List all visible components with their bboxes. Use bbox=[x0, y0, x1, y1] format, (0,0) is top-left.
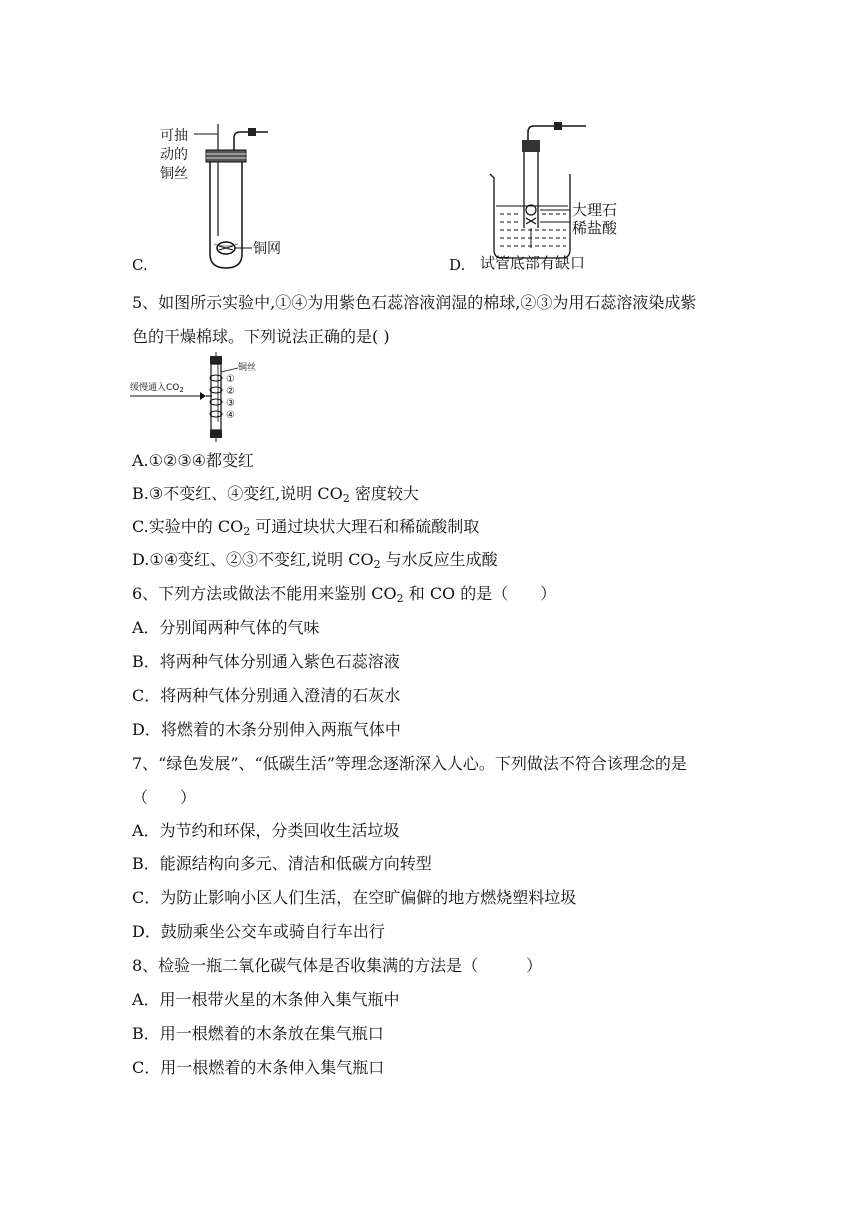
q6-stem: 6、下列方法或做法不能用来鉴别 $CO_2$ 和 CO 的是（ ） bbox=[132, 584, 557, 605]
label-wire-2: 动的 bbox=[160, 147, 188, 163]
q8-option-b: B．用一根燃着的木条放在集气瓶口 bbox=[132, 1024, 384, 1043]
label-acid: 稀盐酸 bbox=[572, 219, 618, 237]
q6-option-c: C．将两种气体分别通入澄清的石灰水 bbox=[132, 686, 401, 705]
q7-option-c: C．为防止影响小区人们生活，在空旷偏僻的地方燃烧塑料垃圾 bbox=[132, 888, 577, 907]
label-tube-bottom: 试管底部有缺口 bbox=[480, 254, 586, 272]
q5-option-d: D.①④变红、②③不变红,说明 $CO_2$ 与水反应生成酸 bbox=[132, 550, 498, 571]
svg-text:缓慢通入CO2 bbox=[130, 381, 184, 394]
label-wire-1: 可抽 bbox=[160, 128, 188, 144]
q7-stem-line-2: （ ） bbox=[132, 788, 197, 807]
q8-option-a: A．用一根带火星的木条伸入集气瓶中 bbox=[132, 990, 400, 1009]
q5-option-b: B.③不变红、④变红,说明 $CO_2$ 密度较大 bbox=[132, 484, 419, 505]
q5-ball-3: ③ bbox=[226, 398, 235, 409]
label-marble: 大理石 bbox=[572, 201, 618, 219]
q5-ball-1: ① bbox=[226, 374, 235, 385]
q5-option-c: C.实验中的 $CO_2$ 可通过块状大理石和稀硫酸制取 bbox=[132, 517, 480, 538]
q5-label-wire: 铜丝 bbox=[238, 363, 257, 373]
figure-c-apparatus bbox=[150, 118, 300, 278]
figure-d-letter: D. bbox=[449, 256, 466, 274]
q6-option-a: A．分别闻两种气体的气味 bbox=[132, 618, 320, 637]
q5-label-co2: 缓慢通入CO bbox=[130, 383, 180, 393]
q7-option-b: B．能源结构向多元、清洁和低碳方向转型 bbox=[132, 854, 432, 873]
figure-d-apparatus bbox=[470, 118, 650, 278]
figure-c-letter: C. bbox=[132, 256, 148, 274]
q7-stem-line-1: 7、“绿色发展”、“低碳生活”等理念逐渐深入人心。下列做法不符合该理念的是 bbox=[132, 754, 687, 773]
q7-option-d: D．鼓励乘坐公交车或骑自行车出行 bbox=[132, 922, 385, 941]
q6-option-b: B．将两种气体分别通入紫色石蕊溶液 bbox=[132, 652, 400, 671]
label-mesh: 铜网 bbox=[253, 241, 281, 257]
q5-ball-2: ② bbox=[226, 386, 235, 397]
q7-option-a: A．为节约和环保，分类回收生活垃圾 bbox=[132, 821, 400, 840]
q5-apparatus-figure bbox=[128, 352, 288, 444]
q5-ball-4: ④ bbox=[226, 410, 235, 421]
label-wire-3: 铜丝 bbox=[160, 166, 188, 182]
q6-option-d: D．将燃着的木条分别伸入两瓶气体中 bbox=[132, 720, 401, 739]
q5-option-a: A.①②③④都变红 bbox=[132, 451, 255, 470]
q8-option-c: C．用一根燃着的木条伸入集气瓶口 bbox=[132, 1058, 385, 1077]
q5-stem-line-1: 5、如图所示实验中,①④为用紫色石蕊溶液润湿的棉球,②③为用石蕊溶液染成紫 bbox=[132, 293, 697, 312]
q8-stem: 8、检验一瓶二氧化碳气体是否收集满的方法是（ ） bbox=[132, 956, 543, 975]
q5-stem-line-2: 色的干燥棉球。下列说法正确的是( ) bbox=[132, 327, 390, 346]
q5-label-co2-sub: 2 bbox=[179, 386, 184, 394]
